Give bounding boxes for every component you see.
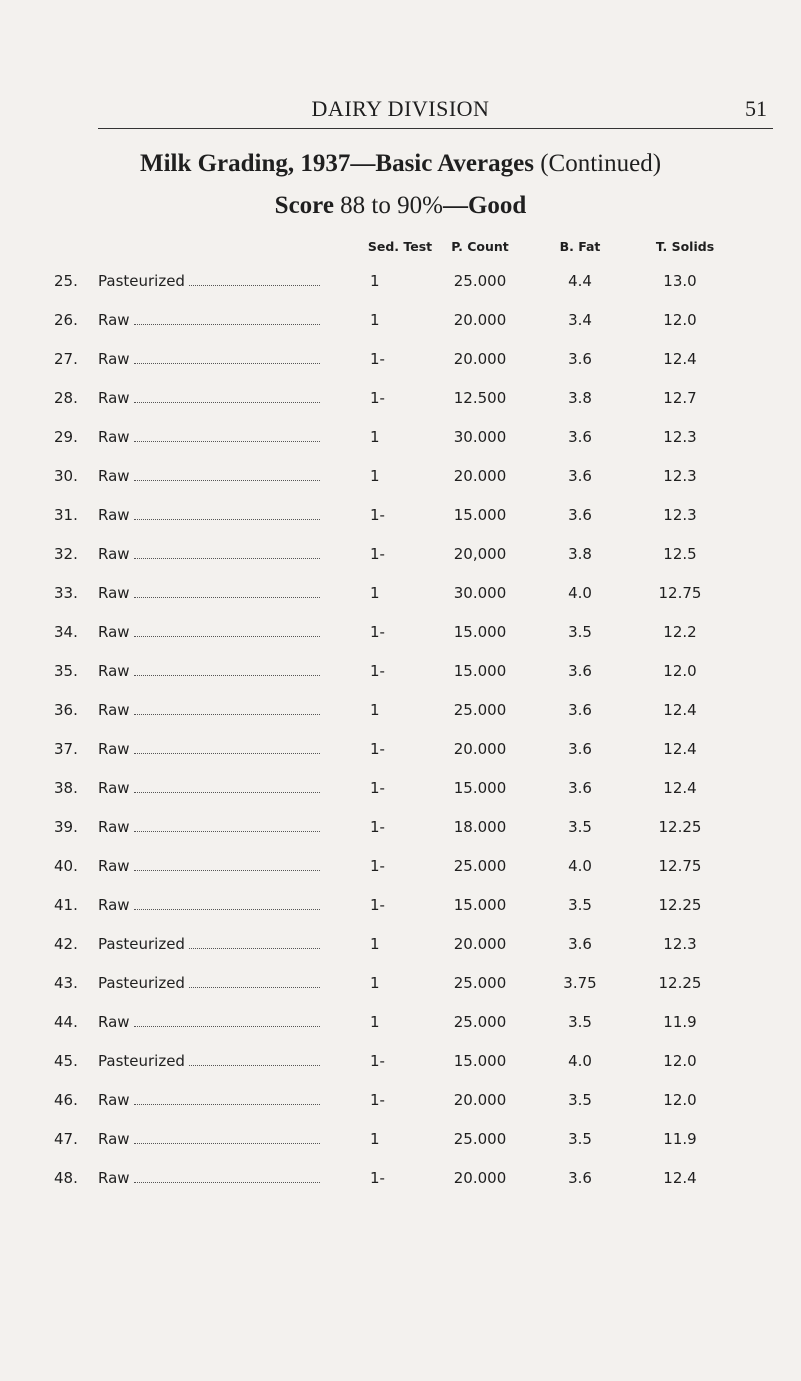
- cell-b-fat: 3.5: [568, 1091, 592, 1109]
- cell-sed-test: 1-: [370, 740, 385, 758]
- row-label: [98, 701, 320, 719]
- row-label-text: Raw: [98, 662, 130, 680]
- cell-p-count: 25.000: [453, 272, 507, 290]
- row-label: [98, 545, 320, 563]
- cell-b-fat: 3.5: [568, 818, 592, 836]
- table-row: [0, 613, 801, 652]
- cell-b-fat: 3.6: [568, 935, 592, 953]
- row-label: [98, 584, 320, 602]
- cell-b-fat: 3.5: [568, 623, 592, 641]
- dot-leader: [189, 1065, 320, 1066]
- row-label-text: Raw: [98, 857, 130, 875]
- cell-sed-test: 1-: [370, 779, 385, 797]
- column-header-p-count: P. Count: [451, 239, 509, 254]
- cell-t-solids: 12.0: [663, 662, 697, 680]
- row-number: 28.: [54, 389, 78, 407]
- table-title: [0, 150, 801, 178]
- row-label-text: Raw: [98, 506, 130, 524]
- cell-b-fat: 3.6: [568, 428, 592, 446]
- table-row: [0, 301, 801, 340]
- row-number: 36.: [54, 701, 78, 719]
- dot-leader: [134, 714, 320, 715]
- dot-leader: [134, 636, 320, 637]
- row-label: [98, 389, 320, 407]
- cell-b-fat: 3.6: [568, 350, 592, 368]
- cell-p-count: 15.000: [453, 779, 507, 797]
- table-row: [0, 652, 801, 691]
- row-label: [98, 857, 320, 875]
- dot-leader: [134, 831, 320, 832]
- row-label: [98, 1091, 320, 1109]
- cell-sed-test: 1-: [370, 818, 385, 836]
- column-header-b-fat: B. Fat: [559, 239, 601, 254]
- cell-b-fat: 3.8: [568, 545, 592, 563]
- cell-sed-test: 1-: [370, 1052, 385, 1070]
- dot-leader: [134, 480, 320, 481]
- title-continued: (Continued): [540, 150, 662, 177]
- row-label: [98, 896, 320, 914]
- title-main: Milk Grading, 1937—Basic Averages: [139, 150, 534, 177]
- row-label-text: Raw: [98, 311, 130, 329]
- cell-p-count: 25.000: [453, 974, 507, 992]
- row-number: 37.: [54, 740, 78, 758]
- row-number: 48.: [54, 1169, 78, 1187]
- cell-p-count: 20.000: [453, 1169, 507, 1187]
- cell-p-count: 25.000: [453, 1013, 507, 1031]
- cell-p-count: 25.000: [453, 1130, 507, 1148]
- cell-t-solids: 12.4: [663, 779, 697, 797]
- cell-t-solids: 11.9: [663, 1130, 697, 1148]
- row-label: [98, 623, 320, 641]
- cell-b-fat: 3.6: [568, 779, 592, 797]
- row-label-text: Raw: [98, 428, 130, 446]
- cell-t-solids: 12.3: [663, 467, 697, 485]
- cell-p-count: 18.000: [453, 818, 507, 836]
- cell-t-solids: 12.25: [658, 974, 702, 992]
- cell-p-count: 15.000: [453, 623, 507, 641]
- cell-sed-test: 1-: [370, 506, 385, 524]
- row-number: 41.: [54, 896, 78, 914]
- cell-b-fat: 3.8: [568, 389, 592, 407]
- cell-b-fat: 3.5: [568, 1013, 592, 1031]
- table-row: [0, 1003, 801, 1042]
- cell-b-fat: 3.6: [568, 506, 592, 524]
- page-number: 51: [745, 96, 767, 121]
- row-number: 29.: [54, 428, 78, 446]
- dot-leader: [134, 1182, 320, 1183]
- subtitle-range: 88 to 90%: [340, 192, 443, 219]
- dot-leader: [134, 1104, 320, 1105]
- cell-p-count: 20.000: [453, 1091, 507, 1109]
- row-label: [98, 1169, 320, 1187]
- cell-b-fat: 4.0: [568, 857, 592, 875]
- cell-t-solids: 12.2: [663, 623, 697, 641]
- table-row: [0, 379, 801, 418]
- row-label: [98, 818, 320, 836]
- row-label: [98, 272, 320, 290]
- dot-leader: [134, 675, 320, 676]
- cell-b-fat: 3.6: [568, 467, 592, 485]
- cell-sed-test: 1: [370, 1013, 380, 1031]
- table-row: [0, 1159, 801, 1198]
- row-label-text: Raw: [98, 584, 130, 602]
- cell-p-count: 20,000: [453, 545, 507, 563]
- cell-t-solids: 12.25: [658, 818, 702, 836]
- row-number: 42.: [54, 935, 78, 953]
- cell-p-count: 20.000: [453, 935, 507, 953]
- cell-p-count: 20.000: [453, 740, 507, 758]
- cell-b-fat: 4.0: [568, 584, 592, 602]
- cell-b-fat: 3.6: [568, 701, 592, 719]
- row-number: 39.: [54, 818, 78, 836]
- row-label-text: Pasteurized: [98, 974, 185, 992]
- table-row: [0, 847, 801, 886]
- row-label: [98, 662, 320, 680]
- cell-sed-test: 1: [370, 584, 380, 602]
- cell-b-fat: 3.6: [568, 1169, 592, 1187]
- dot-leader: [134, 324, 320, 325]
- table-row: [0, 808, 801, 847]
- row-number: 44.: [54, 1013, 78, 1031]
- table-row: [0, 457, 801, 496]
- row-number: 45.: [54, 1052, 78, 1070]
- cell-sed-test: 1-: [370, 389, 385, 407]
- row-label: [98, 428, 320, 446]
- cell-t-solids: 11.9: [663, 1013, 697, 1031]
- cell-t-solids: 12.3: [663, 428, 697, 446]
- row-label-text: Raw: [98, 623, 130, 641]
- table-row: [0, 262, 801, 301]
- dot-leader: [189, 285, 320, 286]
- dot-leader: [134, 1026, 320, 1027]
- table-row: [0, 1120, 801, 1159]
- dot-leader: [134, 402, 320, 403]
- subtitle-grade: —Good: [442, 192, 527, 219]
- dot-leader: [134, 1143, 320, 1144]
- table-row: [0, 535, 801, 574]
- dot-leader: [134, 792, 320, 793]
- cell-sed-test: 1: [370, 311, 380, 329]
- cell-t-solids: 12.5: [663, 545, 697, 563]
- cell-sed-test: 1-: [370, 1091, 385, 1109]
- cell-p-count: 20.000: [453, 350, 507, 368]
- table-row: [0, 418, 801, 457]
- column-header-sed-test: Sed. Test: [367, 239, 433, 254]
- dot-leader: [134, 558, 320, 559]
- table-row: [0, 925, 801, 964]
- cell-p-count: 15.000: [453, 506, 507, 524]
- dot-leader: [189, 987, 320, 988]
- cell-b-fat: 3.75: [563, 974, 597, 992]
- cell-t-solids: 12.0: [663, 1052, 697, 1070]
- cell-t-solids: 12.4: [663, 740, 697, 758]
- cell-p-count: 15.000: [453, 1052, 507, 1070]
- row-number: 35.: [54, 662, 78, 680]
- cell-sed-test: 1: [370, 974, 380, 992]
- cell-p-count: 25.000: [453, 701, 507, 719]
- row-label-text: Raw: [98, 467, 130, 485]
- cell-sed-test: 1-: [370, 350, 385, 368]
- cell-sed-test: 1-: [370, 857, 385, 875]
- table-row: [0, 964, 801, 1003]
- table-row: [0, 496, 801, 535]
- cell-t-solids: 13.0: [663, 272, 697, 290]
- table-row: [0, 340, 801, 379]
- row-label: [98, 1052, 320, 1070]
- row-label: [98, 740, 320, 758]
- cell-t-solids: 12.3: [663, 506, 697, 524]
- cell-sed-test: 1: [370, 935, 380, 953]
- table-row: [0, 730, 801, 769]
- row-label: [98, 1130, 320, 1148]
- row-number: 26.: [54, 311, 78, 329]
- dot-leader: [134, 441, 320, 442]
- row-label-text: Raw: [98, 779, 130, 797]
- row-number: 25.: [54, 272, 78, 290]
- subtitle-score: Score: [274, 192, 334, 219]
- dot-leader: [134, 597, 320, 598]
- row-number: 27.: [54, 350, 78, 368]
- row-label: [98, 1013, 320, 1031]
- cell-p-count: 30.000: [453, 584, 507, 602]
- cell-b-fat: 3.5: [568, 896, 592, 914]
- row-label-text: Pasteurized: [98, 935, 185, 953]
- dot-leader: [134, 363, 320, 364]
- cell-sed-test: 1-: [370, 623, 385, 641]
- row-label-text: Raw: [98, 740, 130, 758]
- cell-sed-test: 1-: [370, 545, 385, 563]
- dot-leader: [134, 909, 320, 910]
- running-head: [0, 96, 801, 122]
- cell-b-fat: 4.4: [568, 272, 592, 290]
- cell-sed-test: 1: [370, 1130, 380, 1148]
- row-label: [98, 506, 320, 524]
- cell-p-count: 15.000: [453, 662, 507, 680]
- dot-leader: [134, 753, 320, 754]
- table-row: [0, 769, 801, 808]
- table-row: [0, 574, 801, 613]
- cell-b-fat: 3.4: [568, 311, 592, 329]
- cell-p-count: 25.000: [453, 857, 507, 875]
- row-label-text: Raw: [98, 896, 130, 914]
- row-label-text: Raw: [98, 1130, 130, 1148]
- cell-sed-test: 1: [370, 467, 380, 485]
- row-number: 40.: [54, 857, 78, 875]
- row-number: 47.: [54, 1130, 78, 1148]
- row-label-text: Raw: [98, 545, 130, 563]
- row-number: 32.: [54, 545, 78, 563]
- cell-p-count: 30.000: [453, 428, 507, 446]
- table-row: [0, 691, 801, 730]
- cell-sed-test: 1-: [370, 896, 385, 914]
- row-label-text: Pasteurized: [98, 1052, 185, 1070]
- table-subtitle: [0, 192, 801, 220]
- cell-b-fat: 3.6: [568, 740, 592, 758]
- row-label-text: Raw: [98, 389, 130, 407]
- running-title: DAIRY DIVISION: [311, 96, 490, 121]
- cell-b-fat: 3.6: [568, 662, 592, 680]
- row-label-text: Raw: [98, 1169, 130, 1187]
- row-label-text: Raw: [98, 701, 130, 719]
- cell-b-fat: 3.5: [568, 1130, 592, 1148]
- row-label-text: Raw: [98, 350, 130, 368]
- cell-sed-test: 1: [370, 428, 380, 446]
- cell-sed-test: 1: [370, 272, 380, 290]
- row-number: 34.: [54, 623, 78, 641]
- cell-t-solids: 12.0: [663, 1091, 697, 1109]
- cell-p-count: 15.000: [453, 896, 507, 914]
- dot-leader: [189, 948, 320, 949]
- row-label: [98, 350, 320, 368]
- table-row: [0, 1081, 801, 1120]
- cell-sed-test: 1-: [370, 662, 385, 680]
- cell-t-solids: 12.4: [663, 350, 697, 368]
- dot-leader: [134, 519, 320, 520]
- cell-sed-test: 1: [370, 701, 380, 719]
- cell-sed-test: 1-: [370, 1169, 385, 1187]
- cell-p-count: 20.000: [453, 311, 507, 329]
- row-label-text: Raw: [98, 818, 130, 836]
- cell-t-solids: 12.0: [663, 311, 697, 329]
- row-label: [98, 467, 320, 485]
- table-body: [0, 262, 801, 1198]
- cell-t-solids: 12.4: [663, 701, 697, 719]
- table-row: [0, 1042, 801, 1081]
- cell-t-solids: 12.7: [663, 389, 697, 407]
- cell-t-solids: 12.75: [658, 584, 702, 602]
- cell-t-solids: 12.4: [663, 1169, 697, 1187]
- row-label: [98, 311, 320, 329]
- cell-b-fat: 4.0: [568, 1052, 592, 1070]
- table-row: [0, 886, 801, 925]
- column-header-t-solids: T. Solids: [655, 239, 715, 254]
- row-number: 46.: [54, 1091, 78, 1109]
- row-label: [98, 779, 320, 797]
- cell-p-count: 12.500: [453, 389, 507, 407]
- cell-p-count: 20.000: [453, 467, 507, 485]
- dot-leader: [134, 870, 320, 871]
- cell-t-solids: 12.25: [658, 896, 702, 914]
- cell-t-solids: 12.3: [663, 935, 697, 953]
- row-number: 31.: [54, 506, 78, 524]
- row-label-text: Raw: [98, 1013, 130, 1031]
- row-label: [98, 974, 320, 992]
- row-label: [98, 935, 320, 953]
- row-label-text: Raw: [98, 1091, 130, 1109]
- row-label-text: Pasteurized: [98, 272, 185, 290]
- row-number: 38.: [54, 779, 78, 797]
- cell-t-solids: 12.75: [658, 857, 702, 875]
- row-number: 43.: [54, 974, 78, 992]
- header-rule: [98, 128, 773, 129]
- row-number: 33.: [54, 584, 78, 602]
- row-number: 30.: [54, 467, 78, 485]
